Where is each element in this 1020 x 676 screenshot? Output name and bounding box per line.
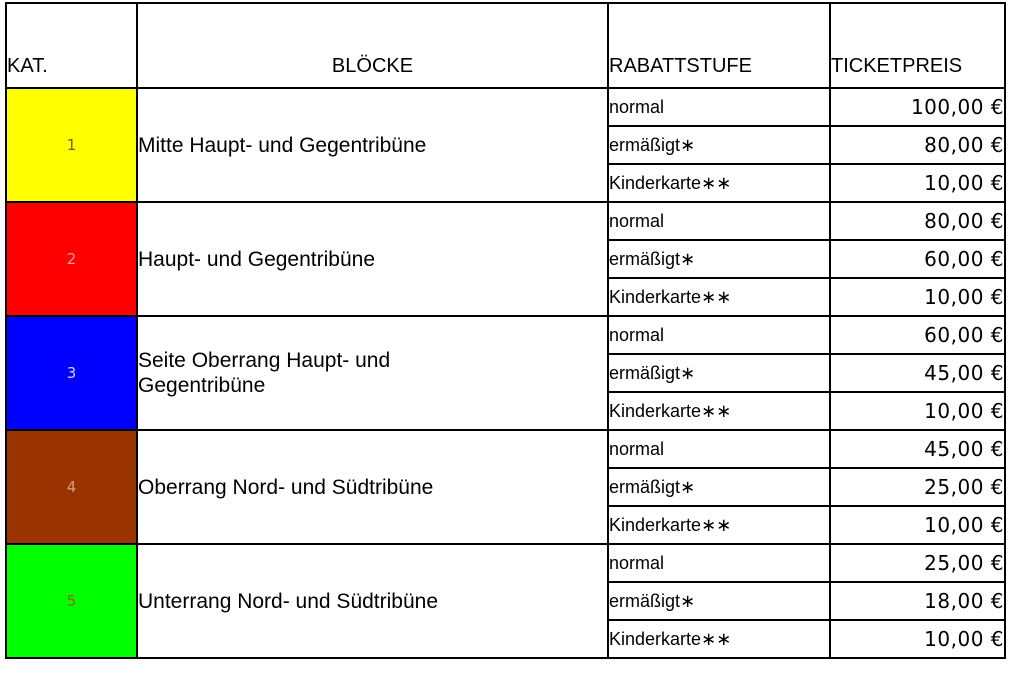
table-row <box>6 544 1005 582</box>
discount-cell: normal <box>608 430 830 468</box>
discount-cell: Kinderkarte∗∗ <box>608 392 830 430</box>
category-number-cell: 4 <box>6 430 137 544</box>
price-cell: 60,00 € <box>830 316 1005 354</box>
price-cell: 10,00 € <box>830 278 1005 316</box>
discount-cell: ermäßigt∗ <box>608 126 830 164</box>
discount-cell: normal <box>608 88 830 126</box>
header-price: TICKETPREIS <box>830 3 1005 88</box>
category-number-cell: 5 <box>6 544 137 658</box>
header-discount: RABATTSTUFE <box>608 3 830 88</box>
price-cell: 45,00 € <box>830 430 1005 468</box>
table-row <box>6 430 1005 468</box>
discount-cell: Kinderkarte∗∗ <box>608 506 830 544</box>
price-cell: 10,00 € <box>830 620 1005 658</box>
discount-cell: Kinderkarte∗∗ <box>608 278 830 316</box>
discount-cell: Kinderkarte∗∗ <box>608 164 830 202</box>
price-cell: 25,00 € <box>830 468 1005 506</box>
blocks-cell: Haupt- und Gegentribüne <box>137 202 608 316</box>
discount-cell: Kinderkarte∗∗ <box>608 620 830 658</box>
blocks-cell: Unterrang Nord- und Südtribüne <box>137 544 608 658</box>
header-row <box>6 3 1005 88</box>
price-cell: 18,00 € <box>830 582 1005 620</box>
price-cell: 60,00 € <box>830 240 1005 278</box>
price-cell: 45,00 € <box>830 354 1005 392</box>
blocks-cell: Mitte Haupt- und Gegentribüne <box>137 88 608 202</box>
blocks-cell: Seite Oberrang Haupt- und Gegentribüne <box>137 316 608 430</box>
discount-cell: ermäßigt∗ <box>608 240 830 278</box>
price-cell: 10,00 € <box>830 392 1005 430</box>
ticket-price-table <box>5 2 1006 659</box>
table-row <box>6 88 1005 126</box>
table-row <box>6 202 1005 240</box>
discount-cell: normal <box>608 544 830 582</box>
table-row <box>6 316 1005 354</box>
discount-cell: normal <box>608 202 830 240</box>
header-blocks: BLÖCKE <box>137 3 608 88</box>
price-cell: 10,00 € <box>830 506 1005 544</box>
price-cell: 25,00 € <box>830 544 1005 582</box>
discount-cell: ermäßigt∗ <box>608 582 830 620</box>
blocks-cell: Oberrang Nord- und Südtribüne <box>137 430 608 544</box>
price-cell: 80,00 € <box>830 202 1005 240</box>
discount-cell: ermäßigt∗ <box>608 354 830 392</box>
price-cell: 10,00 € <box>830 164 1005 202</box>
price-cell: 80,00 € <box>830 126 1005 164</box>
category-number-cell: 2 <box>6 202 137 316</box>
header-category: KAT. <box>6 3 137 88</box>
category-number-cell: 1 <box>6 88 137 202</box>
price-cell: 100,00 € <box>830 88 1005 126</box>
category-number-cell: 3 <box>6 316 137 430</box>
discount-cell: normal <box>608 316 830 354</box>
discount-cell: ermäßigt∗ <box>608 468 830 506</box>
